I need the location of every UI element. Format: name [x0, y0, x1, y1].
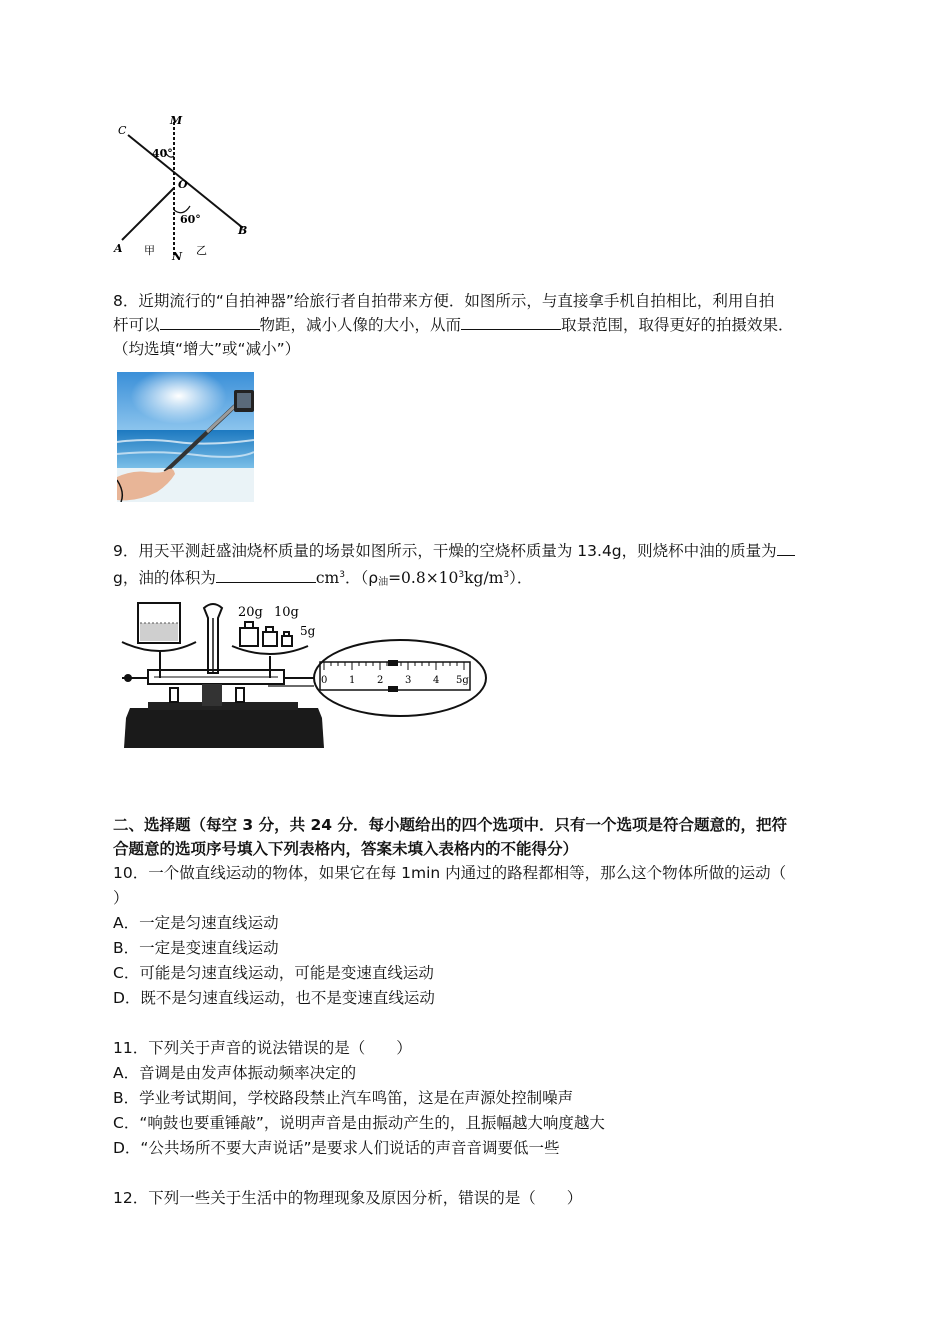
q9-unit-cm: cm — [315, 569, 340, 587]
scale-label-3: 3 — [405, 675, 412, 686]
q10-option-b: B．一定是变速直线运动 — [113, 939, 279, 957]
q8-text-c: 取景范围，取得更好的拍摄效果． — [561, 316, 794, 334]
q11-option-a: A．音调是由发声体振动频率决定的 — [113, 1064, 357, 1082]
q10-stem-line1: 10．一个做直线运动的物体，如果它在每 1min 内通过的路程都相等，那么这个物体所做的运动（ — [113, 864, 787, 882]
weight-label-5g: 5g — [300, 624, 316, 638]
q10-stem-line2: ） — [113, 889, 129, 907]
label-B: B — [238, 224, 248, 237]
q11-option-c: C．“响鼓也要重锤敲”，说明声音是由振动产生的，且振幅越大响度越大 — [113, 1114, 605, 1132]
selfie-stick-photo — [117, 372, 254, 502]
q10-option-d: D．既不是匀速直线运动，也不是变速直线运动 — [113, 989, 435, 1007]
q8-text-b: 物距，减小人像的大小，从而 — [259, 316, 462, 334]
q9-blank-1[interactable] — [777, 541, 795, 556]
label-C: C — [118, 124, 127, 137]
label-O: O — [178, 178, 188, 191]
q9-rho-sub: 油 — [378, 577, 389, 588]
label-angle-bottom: 60° — [180, 213, 201, 226]
q10-option-a: A．一定是匀速直线运动 — [113, 914, 279, 932]
q12-stem: 12．下列一些关于生活中的物理现象及原因分析，错误的是（ ） — [113, 1189, 583, 1207]
scale-label-4: 4 — [433, 675, 440, 686]
section2-title-line1: 二、选择题（每空 3 分，共 24 分．每小题给出的四个选项中．只有一个选项是符合题意的，把符 — [113, 816, 787, 834]
label-jia: 甲 — [144, 244, 155, 257]
q9-line1 — [113, 540, 795, 562]
q8-blank-1[interactable] — [160, 315, 260, 330]
label-angle-top: 40° — [152, 147, 173, 160]
q10-option-c: C．可能是匀速直线运动，可能是变速直线运动 — [113, 964, 434, 982]
q9-text-density: =0.8×10 — [388, 569, 459, 587]
label-yi: 乙 — [196, 244, 207, 257]
scale-label-2: 2 — [377, 675, 384, 686]
q8-text-a: 杆可以 — [113, 316, 160, 334]
q9-sup-3: 3 — [503, 570, 510, 580]
scale-label-0: 0 — [321, 675, 328, 686]
label-M: M — [170, 114, 183, 127]
q9-text-end: ）． — [509, 569, 533, 587]
q9-blank-2[interactable] — [216, 568, 316, 583]
label-N: N — [172, 250, 183, 263]
scale-label-5g: 5g — [456, 675, 469, 686]
q11-option-b: B．学业考试期间，学校路段禁止汽车鸣笛，这是在声源处控制噪声 — [113, 1089, 574, 1107]
weight-label-20g: 20g — [238, 605, 263, 620]
q9-sup-1: 3 — [339, 570, 345, 580]
q8-line2 — [113, 314, 794, 336]
balance-figure — [118, 598, 490, 754]
weight-label-10g: 10g — [274, 605, 299, 620]
q8-line3: （均选填“增大”或“减小”） — [113, 340, 301, 358]
q8-blank-2[interactable] — [461, 315, 561, 330]
reflection-diagram — [108, 110, 258, 265]
q11-stem: 11．下列关于声音的说法错误的是（ ） — [113, 1039, 412, 1057]
q9-text-rho: ．（ρ — [344, 569, 379, 587]
q11-option-d: D．“公共场所不要大声说话”是要求人们说话的声音音调要低一些 — [113, 1139, 560, 1157]
label-A: A — [114, 242, 123, 255]
q9-text-unit: kg/m — [464, 569, 504, 587]
q8-line1: 8．近期流行的“自拍神器”给旅行者自拍带来方便．如图所示，与直接拿手机自拍相比，利用自拍 — [113, 292, 775, 310]
q9-text-a: 9．用天平测赶盛油烧杯质量的场景如图所示，干燥的空烧杯质量为 13.4g，则烧杯中油的质量为 — [113, 542, 777, 560]
scale-label-1: 1 — [349, 675, 356, 686]
q9-sup-2: 3 — [458, 570, 465, 580]
section2-title-line2: 合题意的选项序号填入下列表格内，答案未填入表格内的不能得分） — [113, 840, 579, 858]
q9-text-g: g，油的体积为 — [113, 569, 216, 587]
q9-line2 — [113, 564, 532, 594]
